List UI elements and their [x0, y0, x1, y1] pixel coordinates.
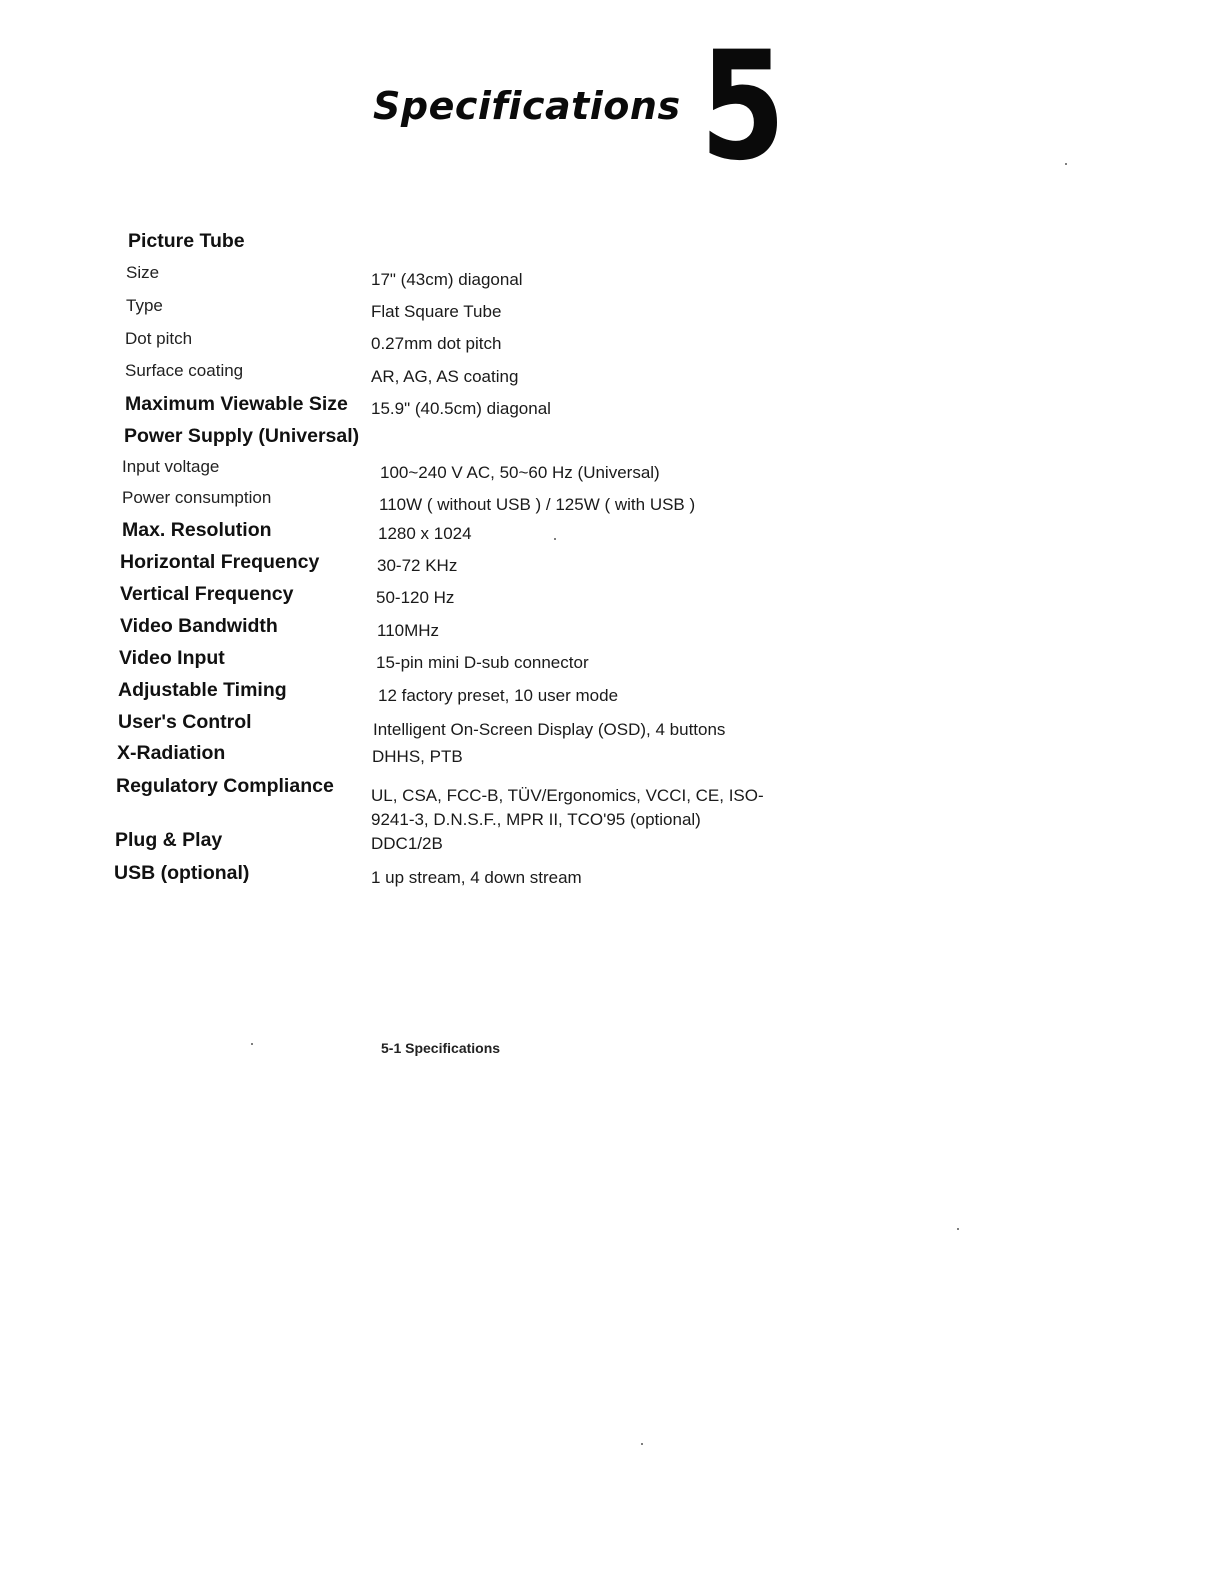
scan-speck	[957, 1228, 959, 1230]
spec-value: Intelligent On-Screen Display (OSD), 4 buttons	[373, 720, 726, 739]
spec-value: Flat Square Tube	[371, 302, 502, 321]
spec-label: Plug & Play	[115, 829, 223, 851]
spec-label: Regulatory Compliance	[116, 775, 334, 797]
spec-label: Max. Resolution	[122, 519, 272, 541]
spec-value: 110MHz	[377, 621, 440, 640]
spec-row-size	[0, 263, 1221, 293]
spec-label: User's Control	[118, 711, 252, 733]
scan-speck	[251, 1043, 253, 1045]
spec-row-usb	[0, 862, 1221, 892]
spec-value: 50-120 Hz	[376, 588, 455, 607]
page-title: Specifications	[373, 84, 681, 128]
scan-speck	[641, 1443, 643, 1445]
spec-row-x-radiation	[0, 742, 1221, 772]
scan-speck	[1065, 163, 1067, 165]
spec-row-video-bandwidth	[0, 615, 1221, 645]
spec-label: Surface coating	[125, 361, 244, 380]
scan-speck	[554, 538, 556, 540]
spec-row-power-supply	[0, 425, 1221, 455]
spec-label: Adjustable Timing	[118, 679, 287, 701]
spec-value: 100~240 V AC, 50~60 Hz (Universal)	[380, 463, 660, 482]
spec-label: Input voltage	[122, 457, 220, 476]
spec-row-input-voltage	[0, 457, 1221, 487]
spec-row-horizontal-frequency	[0, 551, 1221, 581]
spec-row-max-resolution	[0, 519, 1221, 549]
spec-value: 0.27mm dot pitch	[371, 334, 502, 353]
spec-label: Power consumption	[122, 488, 272, 507]
spec-row-vertical-frequency	[0, 583, 1221, 613]
spec-label: Vertical Frequency	[120, 583, 294, 605]
spec-label: Size	[126, 263, 160, 282]
spec-label: Dot pitch	[125, 329, 193, 348]
spec-value: AR, AG, AS coating	[371, 367, 519, 386]
spec-label: Video Bandwidth	[120, 615, 278, 637]
spec-value: 15-pin mini D-sub connector	[376, 653, 589, 672]
spec-row-plug-and-play	[0, 829, 1221, 859]
spec-label: Video Input	[119, 647, 225, 669]
spec-value: UL, CSA, FCC-B, TÜV/Ergonomics, VCCI, CE, ISO-9241-3, D.N.S.F., MPR II, TCO'95 (optional)	[371, 786, 764, 829]
spec-row-video-input	[0, 647, 1221, 677]
spec-value: 12 factory preset, 10 user mode	[378, 686, 619, 705]
spec-label: USB (optional)	[114, 862, 250, 884]
spec-value: 15.9" (40.5cm) diagonal	[371, 399, 551, 418]
spec-value: 1 up stream, 4 down stream	[371, 868, 582, 887]
spec-value: 17" (43cm) diagonal	[371, 270, 523, 289]
spec-label: Power Supply (Universal)	[124, 425, 360, 447]
spec-label: Picture Tube	[128, 230, 245, 252]
chapter-number: 5	[700, 20, 786, 194]
spec-row-users-control	[0, 711, 1221, 741]
spec-row-picture-tube	[0, 230, 1221, 260]
spec-row-dot-pitch	[0, 329, 1221, 359]
spec-label: X-Radiation	[117, 742, 226, 764]
spec-value: 110W ( without USB ) / 125W ( with USB )	[379, 495, 696, 514]
spec-label: Type	[126, 296, 163, 315]
spec-value: DHHS, PTB	[372, 747, 463, 766]
page-footer: 5-1 Specifications	[381, 1040, 501, 1056]
spec-row-adjustable-timing	[0, 679, 1221, 709]
spec-row-regulatory-compliance	[0, 775, 1221, 831]
spec-value: DDC1/2B	[371, 834, 443, 853]
spec-value: 1280 x 1024	[378, 524, 472, 543]
spec-label: Maximum Viewable Size	[125, 393, 348, 415]
spec-row-type	[0, 296, 1221, 326]
spec-row-max-viewable-size	[0, 393, 1221, 423]
spec-row-power-consumption	[0, 488, 1221, 518]
spec-row-surface-coating	[0, 361, 1221, 391]
spec-value: 30-72 KHz	[377, 556, 458, 575]
spec-label: Horizontal Frequency	[120, 551, 320, 573]
